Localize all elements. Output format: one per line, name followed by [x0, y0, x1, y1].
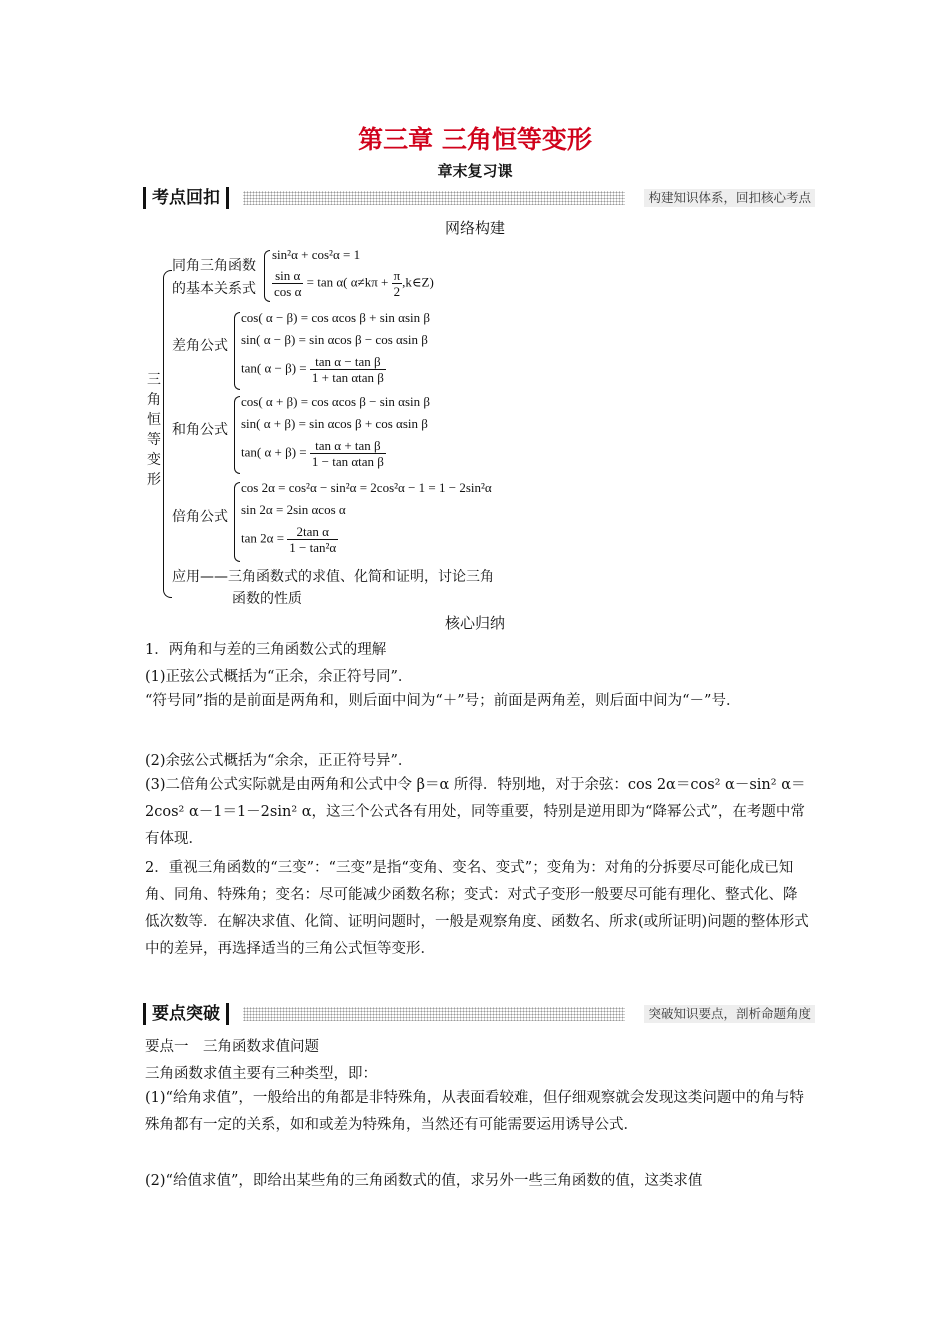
application-line-1: 应用——三角函数式的求值、化简和证明，讨论三角	[172, 569, 494, 585]
dotted-divider	[243, 191, 625, 205]
root-brace	[163, 270, 172, 598]
formula-sin-double: sin 2α = 2sin αcos α	[241, 502, 346, 517]
group-label-identity-1: 同角三角函数	[172, 258, 256, 274]
group-label-identity-2: 的基本关系式	[172, 281, 256, 297]
group-label-difference: 差角公式	[172, 338, 228, 354]
core-point-1: 1．两角和与差的三角函数公式的理解	[145, 642, 387, 658]
formula-cos-double: cos 2α = cos²α − sin²α = 2cos²α − 1 = 1 − 2sin²α	[241, 480, 492, 495]
group-brace-1	[264, 250, 270, 302]
core-point-1-2: (2)余弦公式概括为“余余，正正符号异”．	[145, 753, 413, 769]
application-line-2: 函数的性质	[232, 591, 302, 607]
core-point-1-1-detail: “符号同”指的是前面是两角和，则后面中间为“＋”号；前面是两角差，则后面中间为“－”号．	[145, 693, 741, 709]
point-type-2: (2)“给值求值”，即给出某些角的三角函数式的值，求另外一些三角函数的值，这类求值	[145, 1173, 703, 1189]
formula-text: ,k∈Z)	[402, 274, 434, 290]
point-intro: 三角函数求值主要有三种类型，即：	[145, 1066, 377, 1082]
formula-tan-diff	[241, 354, 386, 385]
frac-den: 2	[393, 284, 401, 299]
page-subtitle: 章末复习课	[437, 162, 513, 180]
group-label-double: 倍角公式	[172, 509, 228, 525]
frac-num: tan α − tan β	[310, 354, 386, 370]
section-hint: 突破知识要点，剖析命题角度	[644, 1005, 815, 1023]
formula-tan-quotient	[272, 268, 434, 299]
frac-den: cos α	[274, 284, 302, 299]
frac-den: 1 − tan²α	[289, 540, 337, 555]
formula-text: tan 2α =	[241, 530, 285, 546]
core-point-1-1: (1)正弦公式概括为“正余，余正符号同”．	[145, 669, 413, 685]
section-tag: 要点突破	[143, 1003, 229, 1025]
network-root: 三角恒等变形	[147, 372, 161, 488]
frac-num: π	[393, 268, 401, 283]
dotted-divider	[243, 1007, 625, 1021]
group-brace-4	[234, 482, 240, 562]
formula-sin-sum: sin( α + β) = sin αcos β + cos αsin β	[241, 416, 428, 431]
group-brace-2	[234, 312, 240, 390]
formula-text: = tan α( α≠kπ +	[306, 274, 389, 290]
group-label-sum: 和角公式	[172, 422, 228, 438]
chapter-title: 第三章 三角恒等变形	[358, 125, 592, 154]
frac-num: sin α	[272, 268, 303, 284]
group-brace-3	[234, 396, 240, 474]
formula-tan-sum	[241, 438, 386, 469]
point-heading: 要点一 三角函数求值问题	[145, 1039, 319, 1055]
frac-den: 1 + tan αtan β	[311, 370, 384, 385]
point-type-1: (1)“给角求值”，一般给出的角都是非特殊角，从表面看较难，但仔细观察就会发现这类问题中的角与特殊角都有一定的关系，如和或差为特殊角，当然还有可能需要运用诱导公式．	[145, 1090, 804, 1133]
frac-num: 2tan α	[287, 524, 338, 540]
section-tag: 考点回扣	[143, 187, 229, 209]
formula-pythagorean: sin²α + cos²α = 1	[272, 247, 361, 262]
core-point-1-3: (3)二倍角公式实际就是由两角和公式中令 β＝α 所得．特别地，对于余弦：cos 2α＝cos² α－sin² α＝2cos² α－1＝1－2sin² α，这三个公式各有用处，同等重要，特别是逆用即为“降幂公式”，在考题中常有体现．	[145, 777, 806, 847]
formula-tan-double	[241, 524, 338, 555]
section-bar-breakthrough	[143, 1003, 815, 1025]
section-bar-review	[143, 187, 815, 209]
frac-num: tan α + tan β	[310, 438, 386, 454]
formula-text: tan( α − β) =	[241, 360, 307, 376]
core-point-2: 2．重视三角函数的“三变”：“三变”是指“变角、变名、变式”；变角为：对角的分拆要尽可能化成已知角、同角、特殊角；变名：尽可能减少函数名称；变式：对式子变形一般要尽可能有理化、整式化、降低次数等．在解决求值、化简、证明问题时，一般是观察角度、函数名、所求(或所证明)问题的整体形式中的差异，再选择适当的三角公式恒等变形．	[145, 860, 809, 957]
section-hint: 构建知识体系，回扣核心考点	[644, 189, 815, 207]
formula-sin-diff: sin( α − β) = sin αcos β − cos αsin β	[241, 332, 428, 347]
core-title: 核心归纳	[444, 614, 505, 632]
formula-text: tan( α + β) =	[241, 444, 307, 460]
formula-cos-sum: cos( α + β) = cos αcos β − sin αsin β	[241, 394, 431, 409]
frac-den: 1 − tan αtan β	[311, 454, 384, 469]
formula-cos-diff: cos( α − β) = cos αcos β + sin αsin β	[241, 310, 431, 325]
network-title: 网络构建	[444, 219, 505, 237]
